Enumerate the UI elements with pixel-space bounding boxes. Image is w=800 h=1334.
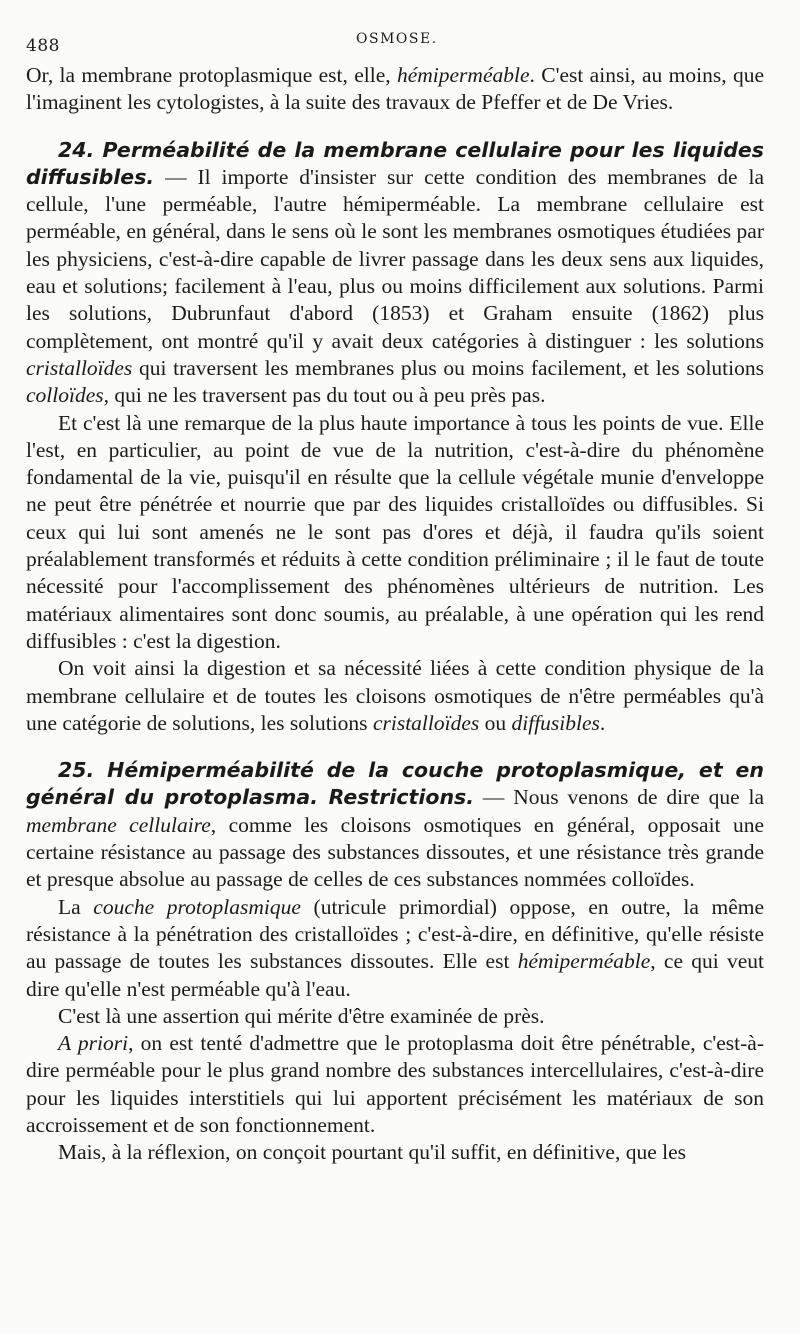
paragraph-couche xyxy=(26,894,764,1003)
emphasis: couche protoplasmique xyxy=(93,894,301,919)
paragraph-a-priori xyxy=(26,1030,764,1139)
section-25 xyxy=(26,757,764,893)
text-run: qui traversent les membranes plus ou moins facilement, et les solutions xyxy=(132,355,764,380)
text-run: — Nous venons de dire que la xyxy=(474,785,764,810)
text-run: La xyxy=(58,894,94,919)
paragraph-intro xyxy=(26,62,764,117)
running-head xyxy=(26,26,764,62)
running-title: OSMOSE. xyxy=(356,31,438,47)
text-run: . C'est ainsi, au moins, que l'imaginent les cytologistes, à la suite des travaux de Pfeffer et de De Vries. xyxy=(26,63,764,115)
emphasis: cristalloïdes xyxy=(26,355,133,380)
text-run: Or, la membrane protoplasmique est, elle, xyxy=(26,63,397,87)
emphasis: membrane cellulaire xyxy=(26,812,211,837)
emphasis: hémiperméable xyxy=(396,63,530,87)
section-24 xyxy=(26,137,764,410)
emphasis: colloïdes xyxy=(26,383,104,408)
text-run: — Il importe d'insister sur cette condition des membranes de la cellule, l'une perméable, l'autre hémiperméable. La membrane cellulaire est perméable, en général, dans le sens où le sont les membranes osmotiques étudiées par les physiciens, c'est-à-dire capable de livrer passage dans les deux sens aux liquides, eau et solutions; facilement à l'eau, plus ou moins difficilement aux solutions. Parmi les solutions, Dubrunfaut d'abord (1853) et Graham ensuite (1862) plus complètement, ont montré qu'il y avait deux catégories à distinguer : les solutions xyxy=(26,164,764,353)
paragraph-assertion: C'est là une assertion qui mérite d'être examinée de près. xyxy=(58,1003,545,1028)
text-run: (utricule primordial) oppose, en outre, la même résistance à la pénétration des cristalloïdes ; c'est-à-dire, en définitive, qu'elle résiste au passage de toutes les substances dissoutes. Elle est xyxy=(26,894,764,974)
paragraph-reflexion: Mais, à la réflexion, on conçoit pourtant qu'il suffit, en définitive, que les xyxy=(58,1140,687,1165)
paragraph-digestion xyxy=(26,655,764,737)
paragraph-importance: Et c'est là une remarque de la plus haute importance à tous les points de vue. Elle l'est, en particulier, au point de vue de la nutrition, c'est-à-dire du phénomène fondamental de la vie, puisqu'il en résulte que la cellule végétale munie d'enveloppe ne peut être pénétrée et nourrie que par des liquides cristalloïdes ou diffusibles. Si ceux qui lui sont amenés ne le sont pas d'ores et déjà, il faudra qu'ils soient préalablement transformés et réduits à cette condition préliminaire ; il le faut de toute nécessité pour l'accomplissement des phénomènes ultérieurs de nutrition. Les matériaux alimentaires sont donc soumis, au préalable, à une opération qui les rend diffusibles : c'est la digestion. xyxy=(26,410,764,653)
emphasis: hémiperméable xyxy=(517,949,651,974)
text-run: , on est tenté d'admettre que le protoplasma doit être pénétrable, c'est-à-dire perméable pour le plus grand nombre des substances intercellulaires, c'est-à-dire pour les liquides interstitiels qui lui apportent précisément les matériaux de son accroissement et de son fonctionnement. xyxy=(26,1031,764,1137)
text-run: . xyxy=(599,710,606,735)
section-24-title: 24. Perméabilité de la membrane cellulaire pour les liquides diffusibles. xyxy=(26,137,764,189)
text-run: , ce qui veut dire qu'elle n'est perméable qu'à l'eau. xyxy=(26,949,764,1001)
emphasis: cristalloïdes xyxy=(372,710,480,735)
emphasis: diffusibles xyxy=(511,710,600,735)
emphasis: A priori xyxy=(58,1031,129,1056)
text-run: , qui ne les traversent pas du tout ou à peu près pas. xyxy=(103,383,546,408)
text-run: On voit ainsi la digestion et sa nécessité liées à cette condition physique de la membrane cellulaire et de toutes les cloisons osmotiques de n'être perméables qu'à une catégorie de solutions, les solutions xyxy=(26,656,764,735)
page-number: 488 xyxy=(26,36,60,56)
section-25-title: 25. Hémiperméabilité de la couche protoplasmique, et en général du protoplasma. Restrictions. xyxy=(26,758,764,810)
text-run: ou xyxy=(479,710,512,735)
text-run: , comme les cloisons osmotiques en général, opposait une certaine résistance au passage des substances dissoutes, et une résistance très grande et presque absolue au passage de celles de ces substances nommées colloïdes. xyxy=(26,812,764,892)
